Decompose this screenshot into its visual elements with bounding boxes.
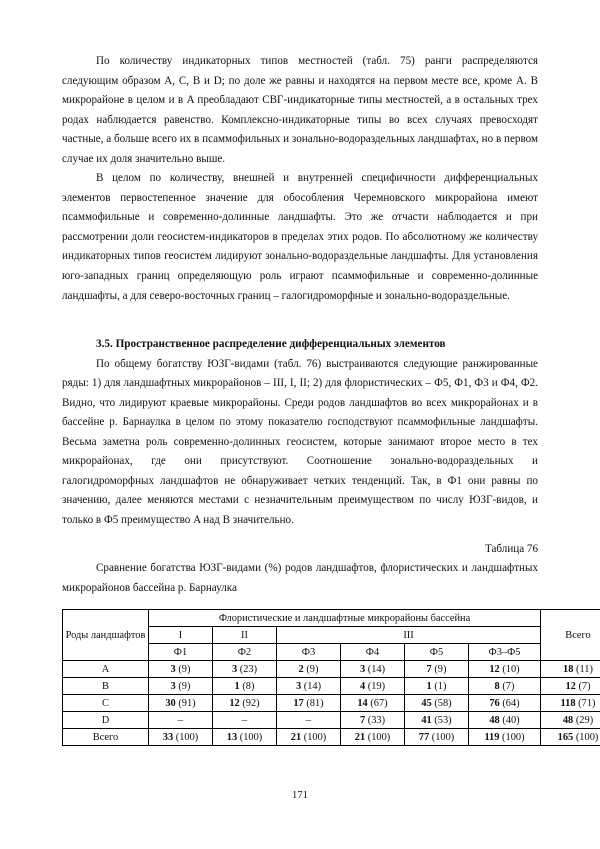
table-cell bbox=[277, 695, 341, 712]
table-cell bbox=[469, 661, 541, 678]
table-number-label: Таблица 76 bbox=[485, 542, 538, 555]
table-row bbox=[63, 712, 600, 729]
table-cell bbox=[149, 729, 213, 746]
table-cell bbox=[469, 678, 541, 695]
table-cell-total bbox=[541, 661, 600, 678]
cell-count: 13 bbox=[226, 731, 238, 743]
table-cell bbox=[341, 712, 405, 729]
cell-percent: (64) bbox=[499, 697, 520, 709]
cell-percent: (100) bbox=[301, 731, 327, 743]
cell-percent: (11) bbox=[573, 663, 593, 675]
table-container bbox=[62, 609, 599, 746]
table-cell bbox=[469, 695, 541, 712]
table-cell bbox=[277, 661, 341, 678]
cell-count: 18 bbox=[563, 663, 574, 675]
table-cell bbox=[341, 729, 405, 746]
comparison-table bbox=[62, 609, 600, 746]
cell-percent: (100) bbox=[365, 731, 391, 743]
cell-percent: (40) bbox=[499, 714, 520, 726]
table-cell bbox=[405, 729, 469, 746]
cell-empty-dash: – bbox=[305, 714, 312, 726]
cell-percent: (100) bbox=[429, 731, 455, 743]
cell-percent: (10) bbox=[499, 663, 520, 675]
table-cell bbox=[341, 678, 405, 695]
page-number: 171 bbox=[292, 790, 308, 801]
cell-percent: (67) bbox=[367, 697, 388, 709]
cell-percent: (23) bbox=[237, 663, 258, 675]
header-roman-i: I bbox=[149, 627, 213, 644]
table-cell bbox=[277, 678, 341, 695]
cell-percent: (100) bbox=[573, 731, 599, 743]
table-cell bbox=[405, 712, 469, 729]
heading-spacer bbox=[62, 306, 538, 335]
table-caption: Сравнение богатства ЮЗГ-видами (%) родов ландшафтов, флористических и ландшафтных микрорайонов бассейна р. Барнаулка bbox=[62, 562, 538, 594]
cell-count: 8 bbox=[494, 680, 500, 692]
header-roman-ii: II bbox=[213, 627, 277, 644]
cell-percent: (19) bbox=[365, 680, 386, 692]
cell-count: 48 bbox=[489, 714, 500, 726]
table-cell bbox=[213, 678, 277, 695]
table-header bbox=[63, 610, 600, 661]
table-cell bbox=[405, 678, 469, 695]
cell-count: 21 bbox=[354, 731, 366, 743]
header-microdistricts-span: Флористические и ландшафтные микрорайоны бассейна bbox=[149, 610, 541, 627]
table-cell bbox=[149, 695, 213, 712]
cell-count: 77 bbox=[418, 731, 430, 743]
table-cell bbox=[405, 661, 469, 678]
table-row bbox=[63, 729, 600, 746]
cell-percent: (9) bbox=[303, 663, 319, 675]
table-cell bbox=[277, 729, 341, 746]
cell-percent: (9) bbox=[175, 680, 191, 692]
cell-percent: (100) bbox=[237, 731, 263, 743]
paragraph-3: По общему богатству ЮЗГ-видами (табл. 76) выстраиваются следующие ранжированные ряды: 1) для ландшафтных микрорайонов – III, I, II; 2) для флористических – Ф5, Ф1, Ф3 и Ф4, Ф2. Видно, что лидируют краевые микрорайоны. Среди родов ландшафтов во всех микрорайонах и в бассейне р. Барнаулка в целом по этому показателю господствуют псаммофильные ландшафты. Весьма заметна роль современно-долинных геосистем, которые занимают второе место в тех микрорайонах, где они присутствуют. Соотношение зонально-водораздельных и галогидроморфных ландшафтов не обнаруживает четких тенденций. Так, в Ф1 они равны по значению, далее меняются местами с незначительным преимуществом по числу ЮЗГ-видов, и только в Ф5 преимущество A над B значительно. bbox=[62, 357, 538, 527]
row-label: C bbox=[63, 695, 149, 712]
header-sub-f3-f5: Ф3–Ф5 bbox=[469, 644, 541, 661]
cell-count: 12 bbox=[565, 680, 576, 692]
table-row bbox=[63, 695, 600, 712]
cell-percent: (71) bbox=[575, 697, 596, 709]
cell-percent: (29) bbox=[573, 714, 594, 726]
cell-count: 3 bbox=[170, 663, 176, 675]
cell-percent: (1) bbox=[431, 680, 447, 692]
header-roman-iii: III bbox=[277, 627, 541, 644]
header-sub-f2: Ф2 bbox=[213, 644, 277, 661]
table-cell bbox=[469, 729, 541, 746]
row-label: B bbox=[63, 678, 149, 695]
cell-count: 3 bbox=[170, 680, 176, 692]
header-total-column: Всего bbox=[541, 610, 600, 661]
table-row bbox=[63, 661, 600, 678]
table-cell-total bbox=[541, 678, 600, 695]
cell-count: 7 bbox=[426, 663, 432, 675]
cell-percent: (7) bbox=[499, 680, 515, 692]
table-cell-total bbox=[541, 729, 600, 746]
paragraph-2: В целом по количеству, внешней и внутренней специфичности дифференциальных элементов первостепенное значение для обособления Черемновского микрорайона имеют псаммофильные и современно-долинные ландшафты. Это же отчасти наблюдается и при рассмотрении доли геосистем-индикаторов в пределах этих родов. По абсолютному же количеству индикаторных типов геосистем лидируют зонально-водораздельные ландшафты. Для установления юго-западных границ определяющую роль играют псаммофильные и современно-долинные ландшафты, а для северо-восточных границ – галогидроморфные и зонально-водораздельные. bbox=[62, 172, 538, 302]
cell-percent: (81) bbox=[303, 697, 324, 709]
cell-count: 17 bbox=[293, 697, 304, 709]
cell-count: 33 bbox=[162, 731, 174, 743]
table-cell bbox=[277, 712, 341, 729]
cell-count: 165 bbox=[557, 731, 574, 743]
table-body bbox=[63, 661, 600, 746]
table-label-spacer bbox=[62, 531, 538, 540]
cell-count: 3 bbox=[231, 663, 238, 675]
cell-count: 76 bbox=[489, 697, 500, 709]
row-label: A bbox=[63, 661, 149, 678]
header-genus-column: Роды ландшафтов bbox=[63, 610, 149, 661]
header-sub-f5: Ф5 bbox=[405, 644, 469, 661]
row-label: Всего bbox=[63, 729, 149, 746]
table-cell bbox=[213, 695, 277, 712]
table-cell bbox=[213, 729, 277, 746]
cell-count: 1 bbox=[234, 680, 240, 692]
cell-count: 14 bbox=[357, 697, 368, 709]
cell-count: 3 bbox=[359, 663, 366, 675]
table-cell-total bbox=[541, 712, 600, 729]
cell-count: 2 bbox=[298, 663, 304, 675]
table-cell bbox=[405, 695, 469, 712]
table-cell bbox=[149, 661, 213, 678]
table-cell bbox=[341, 661, 405, 678]
header-sub-f1: Ф1 bbox=[149, 644, 213, 661]
table-cell bbox=[213, 661, 277, 678]
cell-count: 7 bbox=[359, 714, 366, 726]
cell-percent: (92) bbox=[239, 697, 260, 709]
paragraph-1: По количеству индикаторных типов местностей (табл. 75) ранги распределяются следующим образом A, C, B и D; по доле же равны и находятся на первом месте все, кроме A. В микрорайоне в целом и в A преобладают СВГ-индикаторные типы местностей, а в остальных трех родах наблюдается равенство. Комплексно-индикаторные типы во всех случаях превосходят частные, а больше всего их в псаммофильных и зонально-водораздельных ландшафтах, но в первом случае их доля значительно выше. bbox=[62, 55, 538, 165]
cell-percent: (7) bbox=[575, 680, 591, 692]
section-heading-3-5: 3.5. Пространственное распределение дифференциальных элементов bbox=[96, 338, 446, 351]
cell-count: 21 bbox=[290, 731, 302, 743]
table-cell bbox=[469, 712, 541, 729]
table-header-row-1 bbox=[63, 610, 600, 627]
table-row bbox=[63, 678, 600, 695]
cell-count: 119 bbox=[484, 731, 500, 743]
table-cell bbox=[149, 712, 213, 729]
cell-percent: (9) bbox=[175, 663, 191, 675]
cell-count: 12 bbox=[229, 697, 240, 709]
table-cell bbox=[213, 712, 277, 729]
cell-percent: (100) bbox=[499, 731, 525, 743]
cell-count: 41 bbox=[421, 714, 432, 726]
cell-percent: (33) bbox=[365, 714, 386, 726]
cell-empty-dash: – bbox=[241, 714, 248, 726]
cell-percent: (53) bbox=[431, 714, 452, 726]
row-label: D bbox=[63, 712, 149, 729]
cell-percent: (91) bbox=[175, 697, 196, 709]
table-cell bbox=[149, 678, 213, 695]
cell-count: 4 bbox=[359, 680, 366, 692]
cell-count: 118 bbox=[560, 697, 576, 709]
cell-count: 45 bbox=[421, 697, 432, 709]
cell-count: 1 bbox=[426, 680, 432, 692]
cell-percent: (14) bbox=[365, 663, 386, 675]
header-sub-f4: Ф4 bbox=[341, 644, 405, 661]
cell-count: 12 bbox=[489, 663, 500, 675]
cell-count: 48 bbox=[562, 714, 574, 726]
cell-percent: (14) bbox=[301, 680, 322, 692]
table-cell bbox=[341, 695, 405, 712]
cell-count: 30 bbox=[165, 697, 176, 709]
header-sub-f3: Ф3 bbox=[277, 644, 341, 661]
table-cell-total bbox=[541, 695, 600, 712]
cell-percent: (58) bbox=[431, 697, 452, 709]
cell-percent: (9) bbox=[431, 663, 447, 675]
cell-count: 3 bbox=[295, 680, 302, 692]
cell-empty-dash: – bbox=[177, 714, 184, 726]
cell-percent: (8) bbox=[239, 680, 255, 692]
cell-percent: (100) bbox=[173, 731, 199, 743]
